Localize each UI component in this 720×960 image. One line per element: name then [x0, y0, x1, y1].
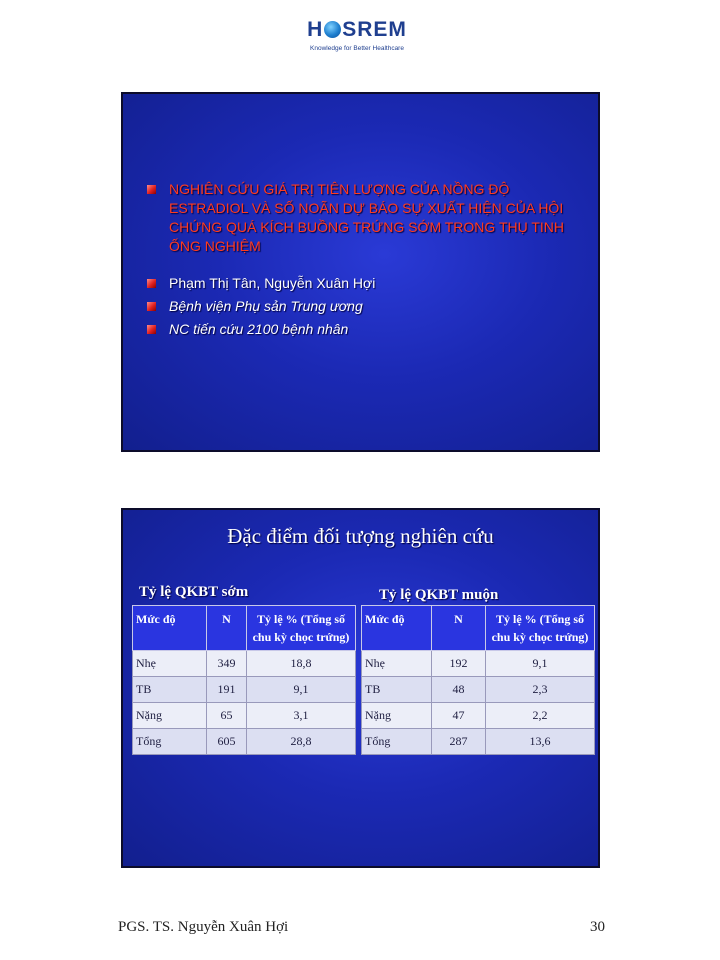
page-number: 30 — [590, 919, 605, 935]
hosrem-logo — [298, 18, 416, 60]
late-ohss-table — [361, 605, 595, 755]
late-ohss-heading: Tỷ lệ QKBT muộn — [379, 587, 499, 603]
cell-level: Nặng — [133, 703, 207, 729]
logo-tagline: Knowledge for Better Healthcare — [310, 45, 404, 52]
cell-n: 48 — [432, 677, 486, 703]
early-ohss-table — [132, 605, 356, 755]
slide-subject-characteristics — [121, 508, 600, 868]
cell-level: TB — [133, 677, 207, 703]
cell-n: 349 — [207, 651, 247, 677]
table-row — [133, 703, 356, 729]
header-n: N — [432, 606, 486, 651]
authors-item — [147, 274, 567, 293]
cell-n: 65 — [207, 703, 247, 729]
globe-icon — [324, 21, 341, 38]
header-rate: Tỷ lệ % (Tổng số chu kỳ chọc trứng) — [247, 606, 356, 651]
cell-rate: 9,1 — [247, 677, 356, 703]
square-bullet-icon — [147, 325, 156, 334]
cell-n: 191 — [207, 677, 247, 703]
header-rate: Tỷ lệ % (Tổng số chu kỳ chọc trứng) — [486, 606, 595, 651]
logo-letters-srem: SREM — [342, 18, 407, 41]
square-bullet-icon — [147, 279, 156, 288]
authors-text: Phạm Thị Tân, Nguyễn Xuân Hợi — [169, 275, 376, 291]
square-bullet-icon — [147, 185, 156, 194]
study-title-item — [147, 180, 567, 256]
hospital-item — [147, 297, 567, 316]
table-header-row — [362, 606, 595, 651]
hospital-text: Bệnh viện Phụ sản Trung ương — [169, 298, 363, 314]
study-size-text: NC tiến cứu 2100 bệnh nhân — [169, 321, 349, 337]
table-row — [362, 703, 595, 729]
header-level: Mức độ — [362, 606, 432, 651]
cell-rate: 9,1 — [486, 651, 595, 677]
logo-wordmark — [298, 18, 416, 42]
cell-rate: 28,8 — [247, 729, 356, 755]
table-row — [362, 677, 595, 703]
table-row — [133, 651, 356, 677]
study-bullet-list — [147, 180, 567, 343]
slide-title: Đặc điểm đối tượng nghiên cứu — [227, 524, 494, 548]
cell-level: Tổng — [133, 729, 207, 755]
footer-author: PGS. TS. Nguyễn Xuân Hợi — [118, 919, 289, 935]
cell-n: 192 — [432, 651, 486, 677]
cell-level: TB — [362, 677, 432, 703]
cell-level: Nhẹ — [362, 651, 432, 677]
logo-letter-h: H — [307, 18, 324, 41]
square-bullet-icon — [147, 302, 156, 311]
cell-n: 47 — [432, 703, 486, 729]
cell-level: Nặng — [362, 703, 432, 729]
table-header-row — [133, 606, 356, 651]
cell-n: 287 — [432, 729, 486, 755]
cell-rate: 2,3 — [486, 677, 595, 703]
cell-rate: 18,8 — [247, 651, 356, 677]
early-ohss-heading: Tỷ lệ QKBT sớm — [139, 584, 249, 600]
cell-rate: 13,6 — [486, 729, 595, 755]
study-size-item — [147, 320, 567, 339]
study-title: NGHIÊN CỨU GIÁ TRỊ TIÊN LƯỢNG CỦA NỒNG ĐỘ ESTRADIOL VÀ SỐ NOÃN DỰ BÁO SỰ XUẤT HIỆN CỦA HỘI CHỨNG QUÁ KÍCH BUỒNG TRỨNG SỚM TRONG THỤ TINH ỐNG NGHIỆM — [169, 181, 565, 254]
cell-level: Tổng — [362, 729, 432, 755]
table-row — [133, 677, 356, 703]
cell-level: Nhẹ — [133, 651, 207, 677]
slide-study-info — [121, 92, 600, 452]
header-level: Mức độ — [133, 606, 207, 651]
table-row — [362, 651, 595, 677]
table-row — [133, 729, 356, 755]
cell-n: 605 — [207, 729, 247, 755]
header-n: N — [207, 606, 247, 651]
cell-rate: 2,2 — [486, 703, 595, 729]
cell-rate: 3,1 — [247, 703, 356, 729]
table-row — [362, 729, 595, 755]
